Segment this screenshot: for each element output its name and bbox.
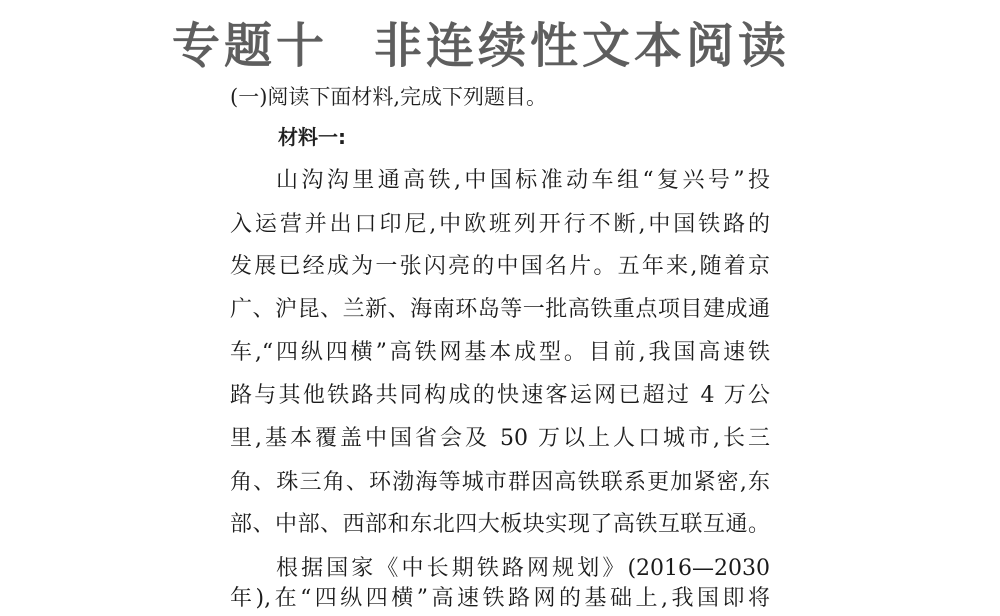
paragraph-line: 部、中部、西部和东北四大板块实现了高铁互联互通。	[230, 512, 770, 537]
paragraph-line: 根据国家《中长期铁路网规划》(2016—2030	[276, 556, 770, 581]
paragraph-line: 车,“四纵四横”高铁网基本成型。目前,我国高速铁	[230, 340, 770, 365]
paragraph-line: 角、珠三角、环渤海等城市群因高铁联系更加紧密,东	[230, 470, 770, 495]
title-topic-name: 非连续性文本阅读	[374, 18, 791, 74]
paragraph-line: 入运营并出口印尼,中欧班列开行不断,中国铁路的	[230, 212, 770, 237]
paragraph-line: 里,基本覆盖中国省会及 50 万以上人口城市,长三	[230, 426, 770, 451]
page-title	[172, 14, 790, 78]
material-heading: 材料一:	[278, 125, 346, 149]
title-topic-number: 专题十	[172, 18, 329, 74]
paragraph-line: 路与其他铁路共同构成的快速客运网已超过 4 万公	[230, 383, 770, 408]
paragraph-line: 广、沪昆、兰新、海南环岛等一批高铁重点项目建成通	[230, 297, 770, 322]
paragraph-line: 山沟沟里通高铁,中国标准动车组“复兴号”投	[276, 168, 770, 193]
paragraph-line: 年),在“四纵四横”高速铁路网的基础上,我国即将	[230, 586, 770, 611]
reading-instruction: (一)阅读下面材料,完成下列题目。	[230, 85, 548, 109]
paragraph-line: 发展已经成为一张闪亮的中国名片。五年来,随着京	[230, 254, 770, 279]
